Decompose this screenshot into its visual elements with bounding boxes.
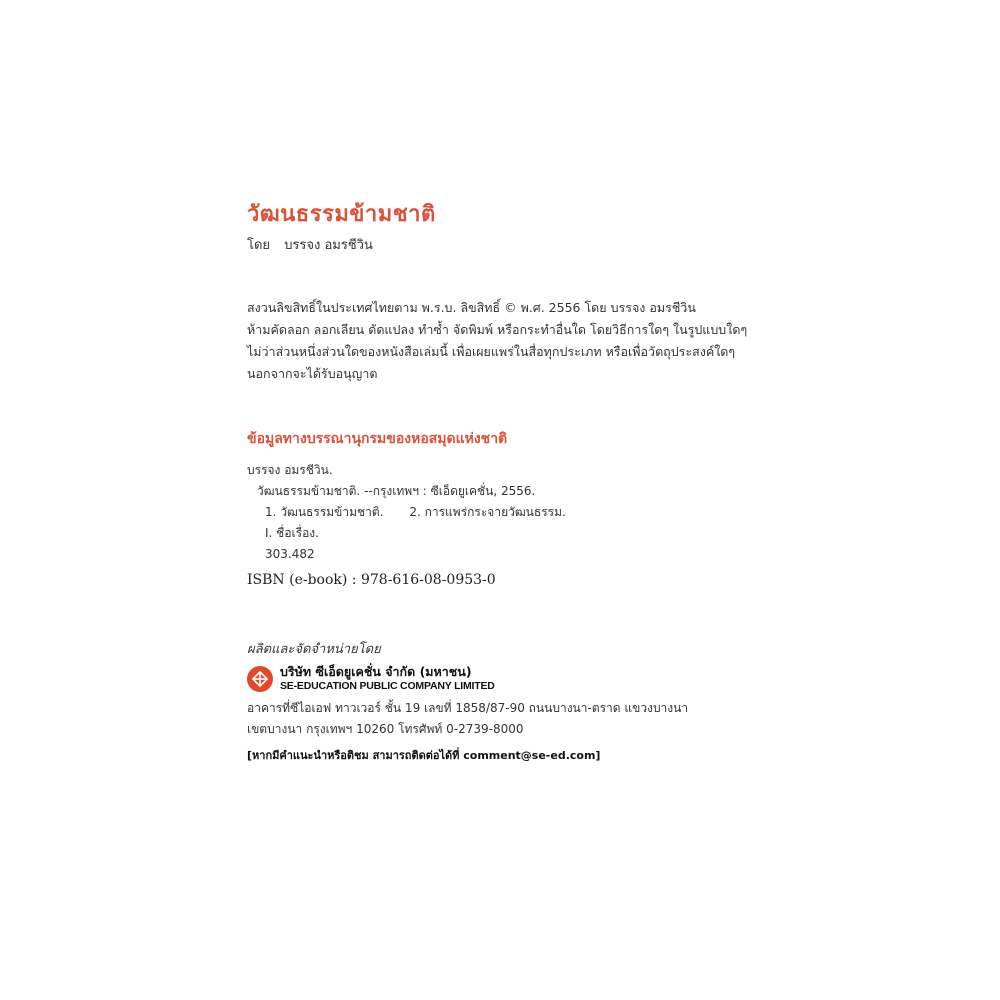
cip-title-entry: I. ชื่อเรื่อง. [265,526,319,540]
cip-author: บรรจง อมรชีวิน. [247,463,333,477]
publisher-names [280,665,495,693]
cip-subjects [247,502,566,523]
producer-label: ผลิตและจัดจำหน่ายโดย [247,642,381,657]
publisher-address [247,698,688,740]
copyright-notice [247,297,748,385]
author-line [247,234,373,255]
copyright-line: นอกจากจะได้รับอนุญาต [247,366,378,381]
cip-block [247,460,566,565]
cip-classification: 303.482 [265,547,315,561]
copyright-line: ห้ามคัดลอก ลอกเลียน ดัดแปลง ทำซ้ำ จัดพิมพ์ หรือกระทำอื่นใด โดยวิธีการใดๆ ในรูปแบบใดๆ [247,322,748,337]
cip-heading: ข้อมูลทางบรรณานุกรมของหอสมุดแห่งชาติ [247,431,508,447]
isbn: ISBN (e-book) : 978-616-08-0953-0 [247,572,496,588]
cip-title-line: วัฒนธรรมข้ามชาติ. --กรุงเทพฯ : ซีเอ็ดยูเคชั่น, 2556. [257,484,536,498]
publisher-name-th: บริษัท ซีเอ็ดยูเคชั่น จำกัด (มหาชน) [280,664,472,679]
contact-note: [หากมีคำแนะนำหรือติชม สามารถติดต่อได้ที่ comment@se-ed.com] [247,749,601,762]
publisher [247,664,495,694]
publisher-logo-icon [247,666,273,692]
book-title: วัฒนธรรมข้ามชาติ [247,201,436,227]
author-name: บรรจง อมรชีวิน [284,238,373,253]
publisher-name-en: SE-EDUCATION PUBLIC COMPANY LIMITED [280,680,495,692]
copyright-line: ไม่ว่าส่วนหนึ่งส่วนใดของหนังสือเล่มนี้ เพื่อเผยแพร่ในสื่อทุกประเภท หรือเพื่อวัตถุประสงค์ใดๆ [247,344,736,359]
address-line: เขตบางนา กรุงเทพฯ 10260 โทรศัพท์ 0-2739-8000 [247,722,524,736]
author-prefix: โดย [247,238,271,253]
address-line: อาคารที่ซีไอเอฟ ทาวเวอร์ ชั้น 19 เลขที่ 1858/87-90 ถนนบางนา-ตราด แขวงบางนา [247,701,689,715]
copyright-line: สงวนลิขสิทธิ์ในประเทศไทยตาม พ.ร.บ. ลิขสิทธิ์ © พ.ศ. 2556 โดย บรรจง อมรชีวิน [247,300,696,315]
cip-subject-1: 1. วัฒนธรรมข้ามชาติ. [265,505,384,519]
cip-subject-2: 2. การแพร่กระจายวัฒนธรรม. [409,505,566,519]
